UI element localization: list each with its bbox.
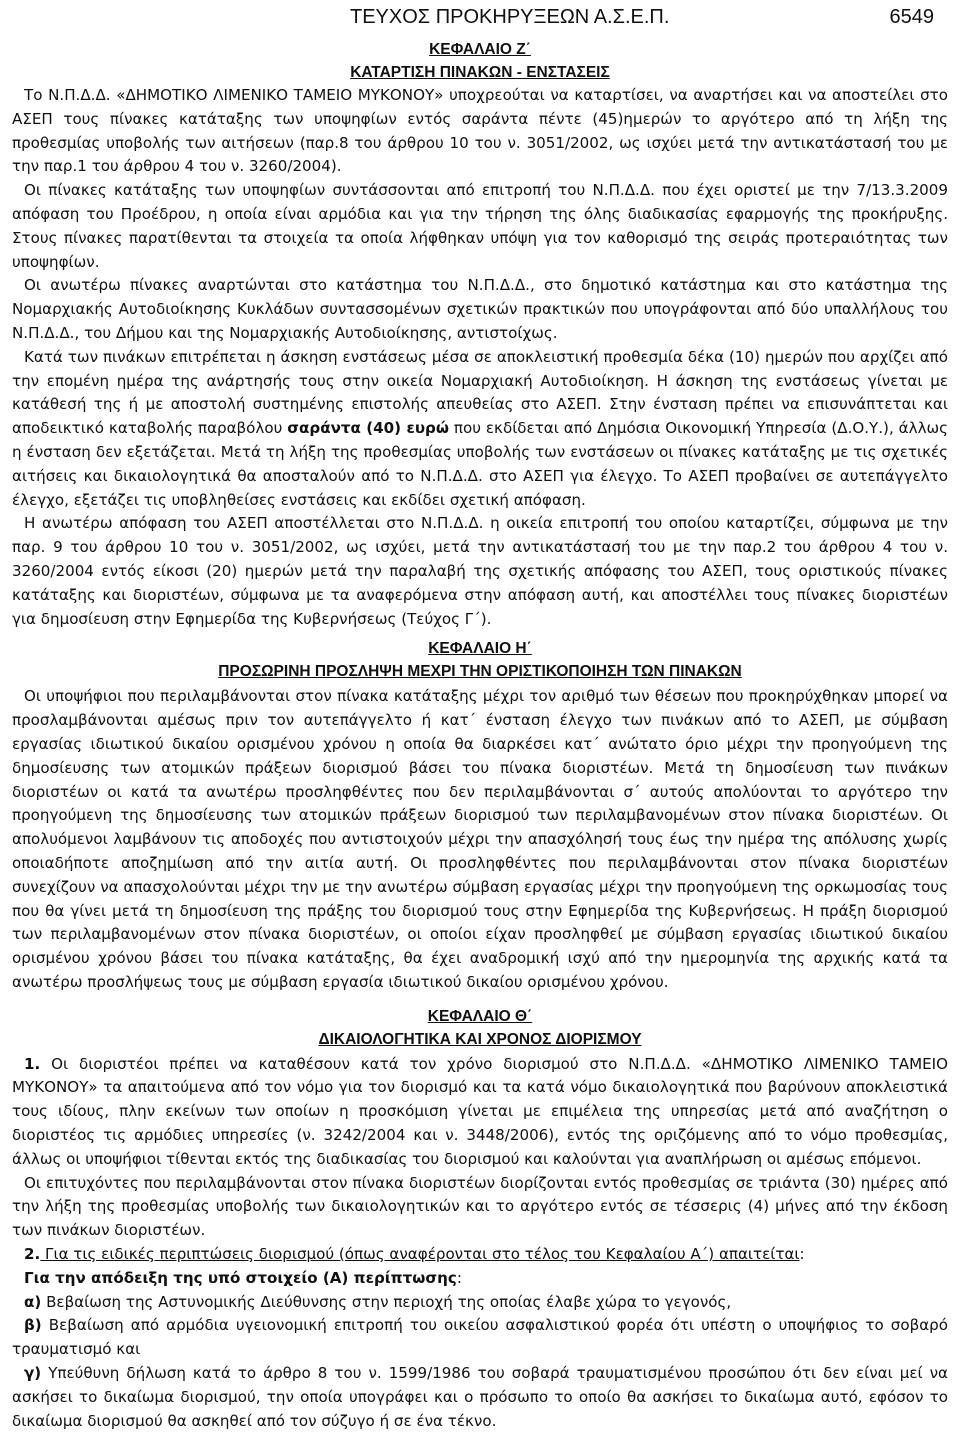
chapter-th-title: ΔΙΚΑΙΟΛΟΓΗΤΙΚΑ ΚΑΙ ΧΡΟΝΟΣ ΔΙΟΡΙΣΜΟΥ xyxy=(318,1030,642,1048)
chapter-h-title: ΠΡΟΣΩΡΙΝΗ ΠΡΟΣΛΗΨΗ ΜΕΧΡΙ ΤΗΝ ΟΡΙΣΤΙΚΟΠΟΙΗΣΗ ΤΩΝ ΠΙΝΑΚΩΝ xyxy=(218,663,742,681)
proof-title: Για την απόδειξη της υπό στοιχείο (Α) περίπτωσης xyxy=(24,1268,457,1287)
list-item-label: β) xyxy=(24,1316,42,1335)
numbered-paragraph-text: Οι διοριστέοι πρέπει να καταθέσουν κατά τον χρόνο διορισμού στο Ν.Π.Δ.Δ. «ΔΗΜΟΤΙΚΟ ΛΙΜΕΝΙΚΟ ΤΑΜΕΙΟ ΜΥΚΟΝΟΥ» τα απαιτούμενα από τον νόμο για τον διορισμό και τα κατά νόμο δικαιολογητικά που βαρύνουν αποκλειστικά τους ιδίους, πλην εκείνων των οποίων η προσκόμιση γίνεται με επιμέλεια της υπηρεσίας μετά από αναζήτηση ο διοριστέος τις αρμόδιες υπηρεσίες (ν. 3242/2004 και ν. 3448/2006), εντός της οριζόμενης από το νόμο προθεσμίας, άλλως οι υποψήφιοι τίθενται εκτός της διαδικασίας του διορισμού και καλούνται για αναπλήρωση οι αμέσως επόμενοι. xyxy=(12,1054,948,1168)
colon: : xyxy=(799,1245,805,1264)
paragraph: Οι υποψήφιοι που περιλαμβάνονται στον πίνακα κατάταξης μέχρι τον αριθμό των θέσεων που προκηρύχθηκαν μπορεί να προσλαμβάνονται αμέσως πριν τον αυτεπάγγελτο ή κατ΄ ένσταση έλεγχο των πινάκων από το ΑΣΕΠ, με σύμβαση εργασίας ιδιωτικού δικαίου ορισμένου χρόνου η οποία θα διαρκέσει κατ΄ ανώτατο όριο μέχρι την προηγούμενη της δημοσίευσης των ατομικών πράξεων διορισμού βάσει του πίνακα διοριστέων. Μετά τη δημοσίευση των πινάκων διοριστέων οι κατά τα ανωτέρω προσληφθέντες που δεν περιλαμβάνονται σ΄ αυτούς απολύονται το αργότερο την προηγούμενη της δημοσίευσης των ατομικών πράξεων διορισμού των περιλαμβανομένων στον πίνακα διοριστέων. Οι απολυόμενοι λαμβάνουν τις αποδοχές που αντιστοιχούν μέχρι την απασχόλησή τους έως την ημέρα της απόλυσης χωρίς οποιαδήποτε αποζημίωση από την αιτία αυτή. Οι προσληφθέντες που περιλαμβάνονται στον πίνακα διοριστέων συνεχίζουν να απασχολούνται μέχρι την με την ανωτέρω σύμβαση εργασίας μέχρι την προηγούμενη της ορκωμοσίας τους που θα γίνει μετά τη δημοσίευση της πράξης του διορισμού τους στην Εφημερίδα της Κυβερνήσεως. Η πράξη διορισμού των περιλαμβανομένων στον πίνακα διοριστέων, οι οποίοι είχαν προσληφθεί με σύμβαση εργασίας ιδιωτικού δικαίου ορισμένου χρόνου βάσει του πίνακα κατάταξης, θα έχει αναδρομική ισχύ από την ημερομηνία της αρχικής κατά τα ανωτέρω προσλήψεως τους με σύμβαση εργασία ιδιωτικού δικαίου ορισμένου χρόνου. xyxy=(12,687,948,991)
item-number: 2. xyxy=(24,1245,41,1264)
chapter-z-heading: ΚΕΦΑΛΑΙΟ Ζ΄ xyxy=(429,41,531,58)
chapter-th-heading-block xyxy=(12,1005,948,1051)
chapter-z-title: ΚΑΤΑΡΤΙΣΗ ΠΙΝΑΚΩΝ - ΕΝΣΤΑΣΕΙΣ xyxy=(350,64,610,81)
numbered-paragraph-1 xyxy=(12,1053,948,1172)
paragraph: Το Ν.Π.Δ.Δ. «ΔΗΜΟΤΙΚΟ ΛΙΜΕΝΙΚΟ ΤΑΜΕΙΟ ΜΥΚΟΝΟΥ» υποχρεούται να καταρτίσει, να αναρτήσει και να αποστείλει στο ΑΣΕΠ τους πίνακες κατάταξης των υποψηφίων εντός σαράντα πέντε (45)ημερών το αργότερο από τη λήξη της προθεσμίας υποβολής των αιτήσεων (παρ.8 του άρθρου 10 του ν. 3051/2002, ως ισχύει μετά την αντικατάστασή του με την παρ.1 του άρθρου 4 του ν. 3260/2004). xyxy=(12,86,948,176)
list-item xyxy=(12,1291,948,1315)
proof-heading xyxy=(12,1267,948,1291)
numbered-paragraph-2 xyxy=(12,1243,948,1267)
page-header xyxy=(12,4,948,38)
objection-text-1: Κατά των πινάκων επιτρέπεται η άσκηση ενστάσεως μέσα σε αποκλειστική προθεσμία δέκα (10) ημερών που αρχίζει από την επομένη ημέρα της ανάρτησής τους στην οικεία Νομαρχιακή Αυτοδιοίκηση. Η άσκηση της ενστάσεως γίνεται με κατάθεσή της ή με αποστολή συστημένης επιστολής απευθείας στο ΑΣΕΠ. Στην ένσταση πρέπει να επισυνάπτεται και αποδεικτικό καταβολής παραβόλου xyxy=(12,347,948,438)
chapter-h-heading: ΚΕΦΑΛΑΙΟ Η΄ xyxy=(428,640,532,658)
gazette-title: ΤΕΥΧΟΣ ΠΡΟΚΗΡΥΞΕΩΝ Α.Σ.Ε.Π. xyxy=(350,6,670,28)
paragraph: Οι πίνακες κατάταξης των υποψηφίων συντάσσονται από επιτροπή του Ν.Π.Δ.Δ. που έχει οριστεί με την 7/13.3.2009 απόφαση του Προέδρου, η οποία είναι αρμόδια και για την τήρηση της όλης διαδικασίας εφαρμογής της προκήρυξης. Στους πίνακες παρατίθενται τα στοιχεία τα οποία λήφθηκαν υπόψη για τον καθορισμό της σειράς προτεραιότητας των υποψηφίων. xyxy=(12,181,948,271)
chapter-z-heading-block xyxy=(12,38,948,84)
list-item xyxy=(12,1362,948,1433)
chapter-th-heading: ΚΕΦΑΛΑΙΟ Θ΄ xyxy=(427,1007,533,1025)
list-item-text: Βεβαίωση της Αστυνομικής Διεύθυνσης στην περιοχή της οποίας έλαβε χώρα το γεγονός, xyxy=(41,1292,732,1311)
fee-amount: σαράντα (40) ευρώ xyxy=(287,419,449,438)
special-cases-text: Για τις ειδικές περιπτώσεις διορισμού (όπως αναφέρονται στο τέλος του Κεφαλαίου Α΄) απαιτείται xyxy=(40,1245,800,1264)
list-item-label: α) xyxy=(24,1292,42,1311)
objection-text-2: που εκδίδεται από Δημόσια Οικονομική Υπηρεσία (Δ.Ο.Υ.), άλλως η ένσταση δεν εξετάζεται. Μετά τη λήξη της προθεσμίας υποβολής των ενστάσεων οι πίνακες κατάταξης με τις σχετικές αιτήσεις και δικαιολογητικά θα αποσταλούν από το Ν.Π.Δ.Δ. στο ΑΣΕΠ για έλεγχο. Το ΑΣΕΠ προβαίνει σε αυτεπάγγελτο έλεγχο, εξετάζει τις υποβληθείσες ενστάσεις και εκδίδει σχετική απόφαση. xyxy=(12,419,948,509)
chapter-h-heading-block xyxy=(12,637,948,683)
paragraph: Οι επιτυχόντες που περιλαμβάνονται στον πίνακα διοριστέων διορίζονται εντός προθεσμίας σε τριάντα (30) ημέρες από την λήξη της προθεσμίας υποβολής των δικαιολογητικών και το αργότερο εντός σε τέσσερις (4) μήνες από την έκδοση των πινάκων διοριστέων. xyxy=(12,1173,948,1240)
list-item xyxy=(12,1314,948,1362)
colon: : xyxy=(456,1268,462,1287)
list-item-label: γ) xyxy=(24,1364,42,1383)
list-item-text: Βεβαίωση από αρμόδια υγειονομική επιτροπή του οικείου ασφαλιστικού φορέα ότι υπέστη ο υποψήφιος το σοβαρό τραυματισμό και xyxy=(12,1316,948,1359)
item-number: 1. xyxy=(24,1054,41,1073)
paragraph: Οι ανωτέρω πίνακες αναρτώνται στο κατάστημα του Ν.Π.Δ.Δ., στο δημοτικό κατάστημα και στο κατάστημα της Νομαρχιακής Αυτοδιοίκησης Κυκλάδων συντασσομένων σχετικών πρακτικών που υπογράφονται από δύο υπαλλήλους του Ν.Π.Δ.Δ., του Δήμου και της Νομαρχιακής Αυτοδιοίκησης, αντιστοίχως. xyxy=(12,276,948,342)
paragraph: Η ανωτέρω απόφαση του ΑΣΕΠ αποστέλλεται στο Ν.Π.Δ.Δ. η οικεία επιτροπή του οποίου καταρτίζει, σύμφωνα με την παρ. 9 του άρθρου 10 του ν. 3051/2002, ως ισχύει, μετά την αντικατάστασή του με την παρ.2 του άρθρου 4 του ν. 3260/2004 εντός είκοσι (20) ημερών μετά την παραλαβή της σχετικής απόφασης του ΑΣΕΠ, τους οριστικούς πίνακες κατάταξης και διοριστέων, σύμφωνα με τα αναφερόμενα στην απόφαση αυτή, και αποστέλλει τους πίνακες διοριστέων για δημοσίευση στην Εφημερίδα της Κυβερνήσεως (Τεύχος Γ΄). xyxy=(12,514,948,628)
list-item-text: Υπεύθυνη δήλωση κατά το άρθρο 8 του ν. 1599/1986 του σοβαρά τραυματισμένου προσώπου ότι δεν είναι μεί να ασκήσει το δικαίωμα διορισμού, την οποία υπογράφει και ο πρόσωπο το οποίο θα ασκήσει το δικαίωμα αυτό, εφόσον το δικαίωμα διορισμού θα ασκηθεί από τον σύζυγο ή σε ένα τέκνο. xyxy=(12,1364,948,1430)
objection-paragraph xyxy=(12,346,948,513)
page-number: 6549 xyxy=(889,6,934,28)
